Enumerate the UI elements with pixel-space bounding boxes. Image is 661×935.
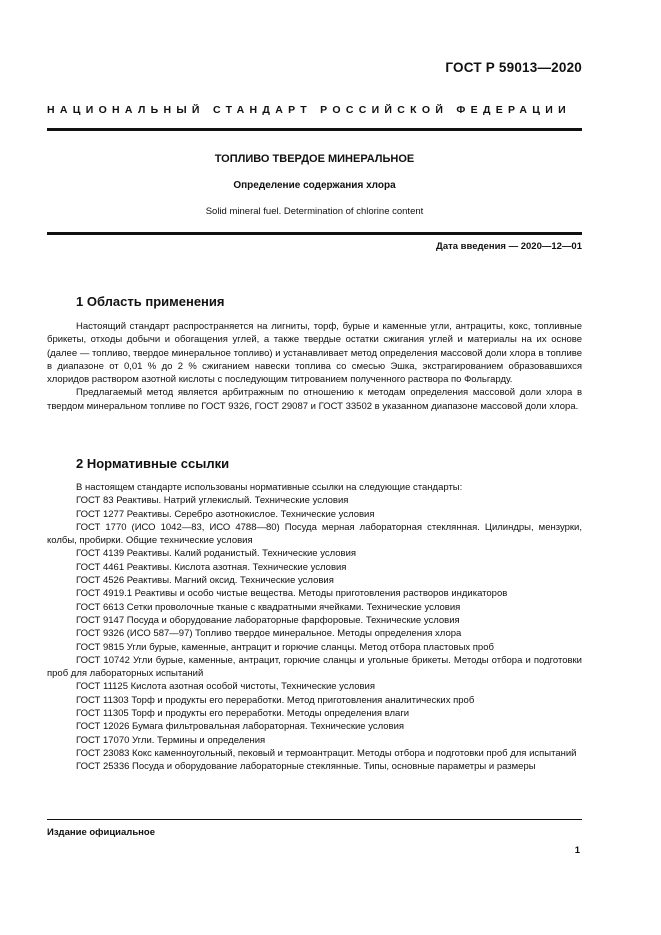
title-divider <box>47 232 582 235</box>
reference-item: ГОСТ 23083 Кокс каменноугольный, пековый и термоантрацит. Методы отбора и подготовки проб для испытаний <box>76 747 577 759</box>
top-divider <box>47 128 582 131</box>
reference-item: ГОСТ 11303 Торф и продукты его переработки. Метод приготовления аналитических проб <box>76 694 475 706</box>
introduction-date: Дата введения — 2020—12—01 <box>436 241 582 252</box>
section-references-body <box>47 481 582 774</box>
reference-item: ГОСТ 25336 Посуда и оборудование лабораторные стеклянные. Типы, основные параметры и размеры <box>76 761 536 773</box>
section-scope-body <box>47 320 582 413</box>
document-subtitle: Определение содержания хлора <box>233 180 396 191</box>
references-list <box>47 494 582 773</box>
reference-item: ГОСТ 9147 Посуда и оборудование лабораторные фарфоровые. Технические условия <box>76 614 460 626</box>
section-heading-references: 2 Нормативные ссылки <box>76 456 230 471</box>
reference-item: ГОСТ 4526 Реактивы. Магний оксид. Технические условия <box>76 575 334 587</box>
reference-item: ГОСТ 4919.1 Реактивы и особо чистые вещества. Методы приготовления растворов индикаторов <box>76 588 508 600</box>
reference-item: ГОСТ 17070 Угли. Термины и определения <box>76 734 266 746</box>
standard-number: ГОСТ Р 59013—2020 <box>445 60 582 75</box>
page-number: 1 <box>574 845 580 856</box>
footer-divider <box>47 819 582 820</box>
document-title-english: Solid mineral fuel. Determination of chlorine content <box>205 206 424 217</box>
edition-note: Издание официальное <box>47 827 155 838</box>
reference-item: ГОСТ 1770 (ИСО 1042—83, ИСО 4788—80) Посуда мерная лабораторная стеклянная. Цилиндры, мензурки, колбы, пробирки. Общие технические условия <box>47 521 582 547</box>
national-standard-banner: НАЦИОНАЛЬНЫЙ СТАНДАРТ РОССИЙСКОЙ ФЕДЕРАЦИИ <box>47 104 571 116</box>
paragraph: Настоящий стандарт распространяется на лигниты, торф, бурые и каменные угли, антрациты, кокс, топливные брикеты, отходы добычи и обогащения углей, а также твердые остатки сжигания углей и материалы на их основе (далее — топливо, твердое минеральное топливо) и устанавливает метод определения массовой доли хлора в топливе в диапазоне от 0,01 % до 2 % сжиганием навески топлива со смесью Эшка, экстрагированием образовавшихся хлоридов раствором азотной кислоты с последующим титрованием полученного раствора по Фольгарду. <box>47 321 582 386</box>
references-intro: В настоящем стандарте использованы нормативные ссылки на следующие стандарты: <box>76 482 463 493</box>
reference-item: ГОСТ 9326 (ИСО 587—97) Топливо твердое минеральное. Методы определения хлора <box>76 628 462 640</box>
reference-item: ГОСТ 12026 Бумага фильтровальная лабораторная. Технические условия <box>76 721 405 733</box>
reference-item: ГОСТ 4139 Реактивы. Калий роданистый. Технические условия <box>76 548 357 560</box>
reference-item: ГОСТ 10742 Угли бурые, каменные, антрацит, горючие сланцы и угольные брикеты. Методы отбора и подготовки проб для лабораторных испытаний <box>47 654 582 680</box>
reference-item: ГОСТ 1277 Реактивы. Серебро азотнокислое. Технические условия <box>76 508 375 520</box>
reference-item: ГОСТ 4461 Реактивы. Кислота азотная. Технические условия <box>76 561 347 573</box>
reference-item: ГОСТ 83 Реактивы. Натрий углекислый. Технические условия <box>76 495 349 507</box>
reference-item: ГОСТ 11305 Торф и продукты его переработки. Методы определения влаги <box>76 708 410 720</box>
reference-item: ГОСТ 11125 Кислота азотная особой чистоты, Технические условия <box>76 681 375 693</box>
section-heading-scope: 1 Область применения <box>76 294 225 309</box>
paragraph: Предлагаемый метод является арбитражным по отношению к методам определения массовой доли хлора в твердом минеральном топливе по ГОСТ 9326, ГОСТ 29087 и ГОСТ 33502 в указанном диапазоне массовой доли хлора. <box>47 387 582 412</box>
reference-item: ГОСТ 6613 Сетки проволочные тканые с квадратными ячейками. Технические условия <box>76 601 461 613</box>
document-title: ТОПЛИВО ТВЕРДОЕ МИНЕРАЛЬНОЕ <box>214 153 415 165</box>
reference-item: ГОСТ 9815 Угли бурые, каменные, антрацит и горючие сланцы. Метод отбора пластовых проб <box>76 641 494 653</box>
